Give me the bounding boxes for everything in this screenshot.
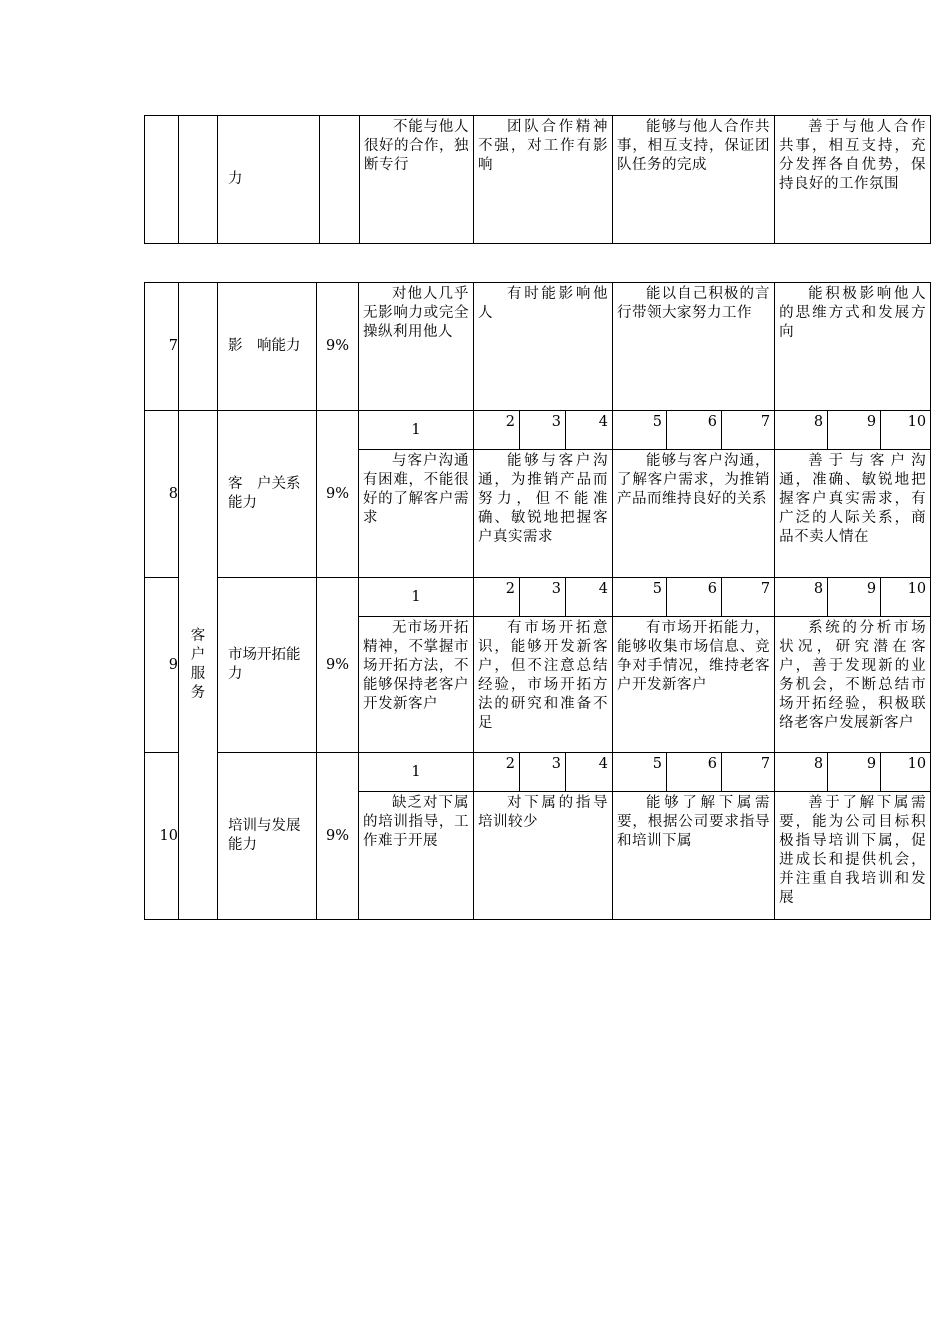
score-cell: 4: [566, 578, 613, 617]
score-row: [145, 411, 931, 450]
score-row: [145, 578, 931, 617]
level-desc: 善于了解下属需要，能为公司目标积极指导培训下属，促进成长和提供机会，并注重自我培训和发展: [775, 792, 931, 920]
level-desc: 能够与他人合作共事，相互支持，保证团队任务的完成: [613, 116, 775, 244]
level-desc: 能积极影响他人的思维方式和发展方向: [775, 283, 931, 411]
level-desc: 能够了解下属需要，根据公司要求指导和培训下属: [613, 792, 775, 920]
score-cell: 10: [881, 578, 931, 617]
score-row: [145, 753, 931, 792]
score-cell: 5: [613, 578, 667, 617]
level-desc: 团队合作精神不强，对工作有影响: [474, 116, 613, 244]
score-cell: 7: [722, 753, 775, 792]
level-desc: 有时能影响他人: [474, 283, 613, 411]
score-cell: 9: [828, 411, 881, 450]
score-cell: 3: [520, 411, 566, 450]
score-cell: 3: [520, 578, 566, 617]
category-label: 客户服务: [190, 628, 206, 701]
score-cell: 2: [474, 578, 520, 617]
weight-cell: 9%: [317, 753, 359, 920]
level-desc: 有市场开拓能力，能够收集市场信息、竞争对手情况，维持老客户开发新客户: [613, 617, 775, 753]
score-cell: 3: [520, 753, 566, 792]
level-desc: 缺乏对下属的培训指导，工作难于开展: [359, 792, 474, 920]
weight-cell: 9%: [317, 283, 359, 411]
score-cell: 6: [667, 753, 722, 792]
level-desc: 不能与他人很好的合作，独断专行: [360, 116, 474, 244]
score-cell: 9: [828, 578, 881, 617]
level-desc: 善于与客户沟通，准确、敏锐地把握客户真实需求，有广泛的人际关系，商品不卖人情在: [775, 450, 931, 578]
row-number: 7: [145, 283, 179, 411]
category-cell: [179, 283, 218, 411]
score-cell: 9: [828, 753, 881, 792]
score-cell: 8: [775, 753, 828, 792]
weight-cell: [320, 116, 360, 244]
evaluation-table: [144, 282, 931, 920]
level-desc: 有市场开拓意识，能够开发新客户，但不注意总结经验，市场开拓方法的研究和准备不足: [474, 617, 613, 753]
level-desc: 无市场开拓精神，不掌握市场开拓方法，不能够保持老客户开发新客户: [359, 617, 474, 753]
score-cell: 2: [474, 411, 520, 450]
row-number: 8: [145, 411, 179, 578]
level-desc: 对他人几乎无影响力或完全操纵利用他人: [359, 283, 474, 411]
category-cell: [179, 411, 218, 920]
item-name: 培训与发展能力: [218, 753, 317, 920]
score-cell: 5: [613, 411, 667, 450]
score-cell: 7: [722, 411, 775, 450]
item-name: 客 户关系 能力: [218, 411, 317, 578]
no-cell: [145, 116, 179, 244]
score-cell: 4: [566, 753, 613, 792]
level-desc: 与客户沟通有困难，不能很好的了解客户需求: [359, 450, 474, 578]
score-cell: 1: [359, 578, 474, 617]
score-cell: 10: [881, 753, 931, 792]
score-cell: 1: [359, 411, 474, 450]
score-cell: 10: [881, 411, 931, 450]
score-cell: 6: [667, 578, 722, 617]
score-cell: 6: [667, 411, 722, 450]
weight-cell: 9%: [317, 411, 359, 578]
level-desc: 系统的分析市场状况，研究潜在客户，善于发现新的业务机会，不断总结市场开拓经验，积极联络老客户发展新客户: [775, 617, 931, 753]
row-number: 10: [145, 753, 179, 920]
level-desc: 能以自己积极的言行带领大家努力工作: [613, 283, 775, 411]
weight-cell: 9%: [317, 578, 359, 753]
item-name: 影 响能力: [218, 283, 317, 411]
score-cell: 7: [722, 578, 775, 617]
category-cell: [179, 116, 218, 244]
level-desc: 善于与他人合作共事，相互支持，充分发挥各自优势，保持良好的工作氛围: [775, 116, 931, 244]
row-number: 9: [145, 578, 179, 753]
score-cell: 1: [359, 753, 474, 792]
level-desc: 对下属的指导培训较少: [474, 792, 613, 920]
table-row: [145, 283, 931, 411]
score-cell: 4: [566, 411, 613, 450]
score-cell: 2: [474, 753, 520, 792]
item-name: 市场开拓能力: [218, 578, 317, 753]
item-name: 力: [218, 116, 320, 244]
score-cell: 8: [775, 411, 828, 450]
score-cell: 5: [613, 753, 667, 792]
score-cell: 8: [775, 578, 828, 617]
top-fragment-table: [144, 115, 931, 244]
level-desc: 能够与客户沟通，为推销产品而努力，但不能准确、敏锐地把握客户真实需求: [474, 450, 613, 578]
level-desc: 能够与客户沟通，了解客户需求，为推销产品而维持良好的关系: [613, 450, 775, 578]
